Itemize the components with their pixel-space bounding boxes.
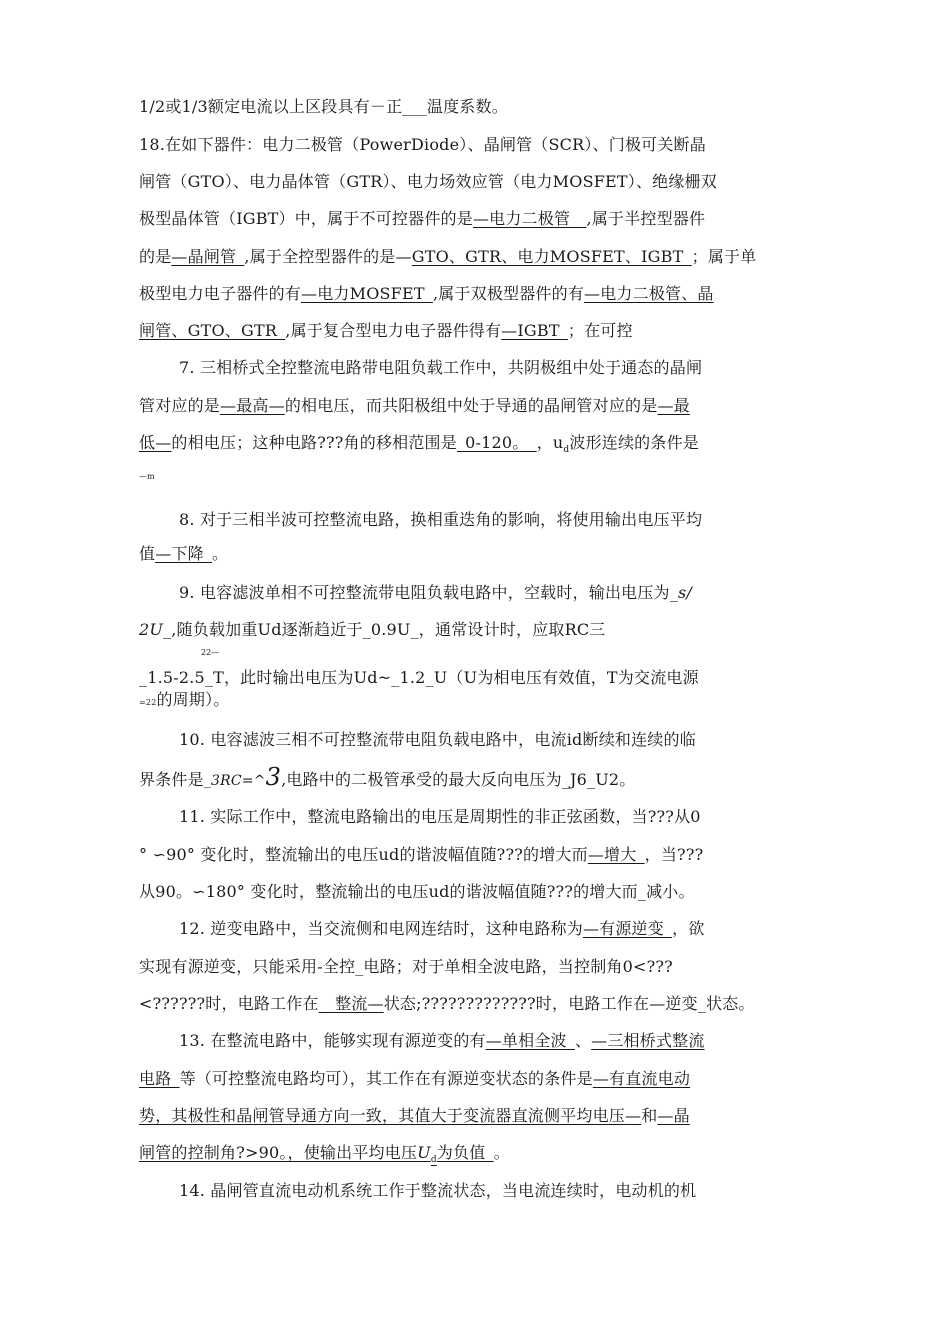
text-line: [139, 135, 706, 155]
answer-blank: 势，其极性和晶闸管导通方向一致，其值大于变流器直流侧平均电压—: [139, 1106, 642, 1125]
text-line: [139, 1106, 690, 1126]
formula: 3: [265, 763, 282, 791]
line-text: 实现有源逆变，只能采用-全控_电路；对于单相全波电路，当控制角0<???: [139, 957, 673, 976]
answer-blank: —增大_: [587, 845, 645, 864]
line-text: ，当???: [644, 845, 704, 864]
answer-blank: —晶: [657, 1106, 690, 1125]
line-text: 1/2或1/3额定电流以上区段具有－正___温度系数。: [139, 97, 508, 116]
line-text: ,属于半控型器件: [586, 209, 706, 228]
line-text: ,属于双极型器件的有: [432, 284, 585, 303]
line-text: 界条件是: [139, 770, 204, 789]
answer-blank: 电路_: [139, 1069, 180, 1088]
answer-blank: —IGBT_: [501, 321, 568, 340]
line-text: 18.在如下器件：电力二极管（PowerDiode）、晶闸管（SCR）、门极可关断晶: [139, 135, 706, 154]
line-text: 7. 三相桥式全控整流电路带电阻负载工作中，共阴极组中处于通态的晶闸: [179, 358, 703, 377]
text-line: [139, 763, 636, 791]
answer-blank: —晶闸管_: [171, 247, 245, 266]
line-text: 14. 晶闸管直流电动机系统工作于整流状态，当电流连续时，电动机的机: [179, 1181, 697, 1200]
text-line: [139, 321, 633, 341]
text-line: [139, 396, 690, 416]
line-text: ,属于复合型电力电子器件得有: [285, 321, 502, 340]
formula: 2U_: [139, 620, 172, 639]
line-text: 。: [493, 1143, 510, 1162]
line-text: ；属于单: [691, 247, 757, 266]
line-text: ° ∽90° 变化时，整流输出的电压ud的谐波幅值随???的增大而: [139, 845, 588, 864]
line-text: <??????时，电路工作在: [139, 994, 319, 1013]
line-text: ；在可控: [567, 321, 633, 340]
text-line: [139, 1069, 690, 1089]
small-mark: =22: [139, 698, 157, 707]
text-line: [139, 172, 717, 192]
line-text: 的相电压，而共阳极组中处于导通的晶闸管对应的是: [284, 396, 658, 415]
answer-blank: —三相桥式整流: [591, 1031, 705, 1050]
text-line: [139, 247, 756, 267]
line-text: 波形连续的条件是: [569, 433, 699, 452]
text-line: [139, 620, 606, 640]
question-13: [179, 1031, 705, 1051]
answer-blank: 为负值_: [436, 1143, 494, 1162]
line-text: 、: [574, 1031, 592, 1050]
answer-blank: —有直流电动: [592, 1069, 691, 1088]
question-12: [179, 919, 705, 939]
question-9: [179, 583, 692, 603]
line-text: 9. 电容滤波单相不可控整流带电阻负载电路中，空载时，输出电压为: [179, 583, 670, 602]
answer-blank: 闸管的控制角?: [139, 1143, 245, 1162]
text-line: [139, 690, 230, 713]
line-text: 的相电压；这种电路???角的移相范围是: [171, 433, 457, 452]
answer-blank: —电力MOSFET_: [301, 284, 433, 303]
answer-blank: —最高—: [220, 396, 285, 415]
line-text: 极型晶体管（IGBT）中，属于不可控器件的是: [139, 209, 473, 228]
text-line: [139, 882, 695, 902]
line-text: 极型电力电子器件的有: [139, 284, 302, 303]
formula: _3RC=^: [203, 773, 266, 789]
line-text: 闸管（GTO）、电力晶体管（GTR）、电力场效应管（电力MOSFET）、绝缘栅双: [139, 172, 717, 191]
line-text: 等（可控整流电路均可），其工作在有源逆变状态的条件是: [179, 1069, 593, 1088]
answer-blank: —单相全波_: [485, 1031, 575, 1050]
answer-blank: —下降_: [155, 544, 213, 563]
line-text: 10. 电容滤波三相不可控整流带电阻负载电路中，电流id断续和连续的临: [179, 730, 696, 749]
line-text: 和: [641, 1106, 658, 1125]
answer-blank: _0-120。_: [456, 433, 537, 452]
text-line: [139, 668, 699, 688]
formula: U: [417, 1143, 431, 1162]
line-text: 的是: [139, 247, 172, 266]
question-10: [179, 730, 696, 750]
text-line: [139, 957, 673, 977]
text-line: [139, 433, 699, 460]
answer-blank: —有源逆变_: [582, 919, 673, 938]
line-text: 状态;?????????????时，电路工作在—逆变_状态。: [383, 994, 755, 1013]
answer-blank: —最: [657, 396, 690, 415]
answer-blank: 闸管、GTO、GTR_: [139, 321, 286, 340]
answer-blank: —电力二极管、晶: [584, 284, 714, 303]
line-text: 8. 对于三相半波可控整流电路，换相重迭角的影响，将使用输出电压平均: [179, 510, 703, 529]
text-line: [139, 544, 228, 564]
answer-blank: 低—: [139, 433, 172, 452]
text-line: [139, 209, 705, 229]
question-8: [179, 510, 702, 530]
line-text: 11. 实际工作中，整流电路输出的电压是周期性的非正弦函数，当???从0: [179, 807, 701, 826]
text-line: [139, 284, 714, 304]
line-text: 。: [212, 544, 229, 563]
text-line: [139, 97, 508, 117]
text-line: [139, 845, 703, 865]
question-11: [179, 807, 701, 827]
question-14: [179, 1181, 696, 1201]
formula: _s/: [669, 583, 692, 602]
answer-blank: —电力二极管__: [472, 209, 587, 228]
line-text: ,属于全控型器件的是—: [244, 247, 412, 266]
text-line: [139, 994, 755, 1014]
line-text: 管对应的是: [139, 396, 221, 415]
line-text: 值: [139, 544, 156, 563]
subscript: d: [563, 445, 570, 456]
line-text: ,随负载加重Ud逐渐趋近于_0.9U_，通常设计时，应取RC三: [171, 620, 606, 639]
line-text: ,电路中的二极管承受的最大反向电压为_J6_U2。: [281, 770, 636, 789]
line-text: 13. 在整流电路中，能够实现有源逆变的有: [179, 1031, 486, 1050]
small-mark: 22—: [201, 648, 220, 657]
line-text: ，欲: [672, 919, 705, 938]
line-text: _1.5-2.5_T，此时输出电压为Ud~_1.2_U（U为相电压有效值，T为交流电源: [139, 668, 699, 687]
text-line: [139, 1143, 510, 1170]
line-text: 的周期）。: [156, 690, 230, 709]
subscript: d: [430, 1155, 437, 1166]
small-mark: —m: [139, 472, 155, 481]
line-text: 从90。∽180° 变化时，整流输出的电压ud的谐波幅值随???的增大而_减小。: [139, 882, 695, 901]
line-text: 12. 逆变电路中，当交流侧和电网连结时，这种电路称为: [179, 919, 583, 938]
answer-blank: GTO、GTR、电力MOSFET、IGBT_: [411, 247, 692, 266]
question-7: [179, 358, 702, 378]
answer-blank: >90。，使输出平均电压: [244, 1143, 418, 1162]
answer-blank: __整流—: [318, 994, 384, 1013]
line-text: ，u: [536, 433, 564, 452]
